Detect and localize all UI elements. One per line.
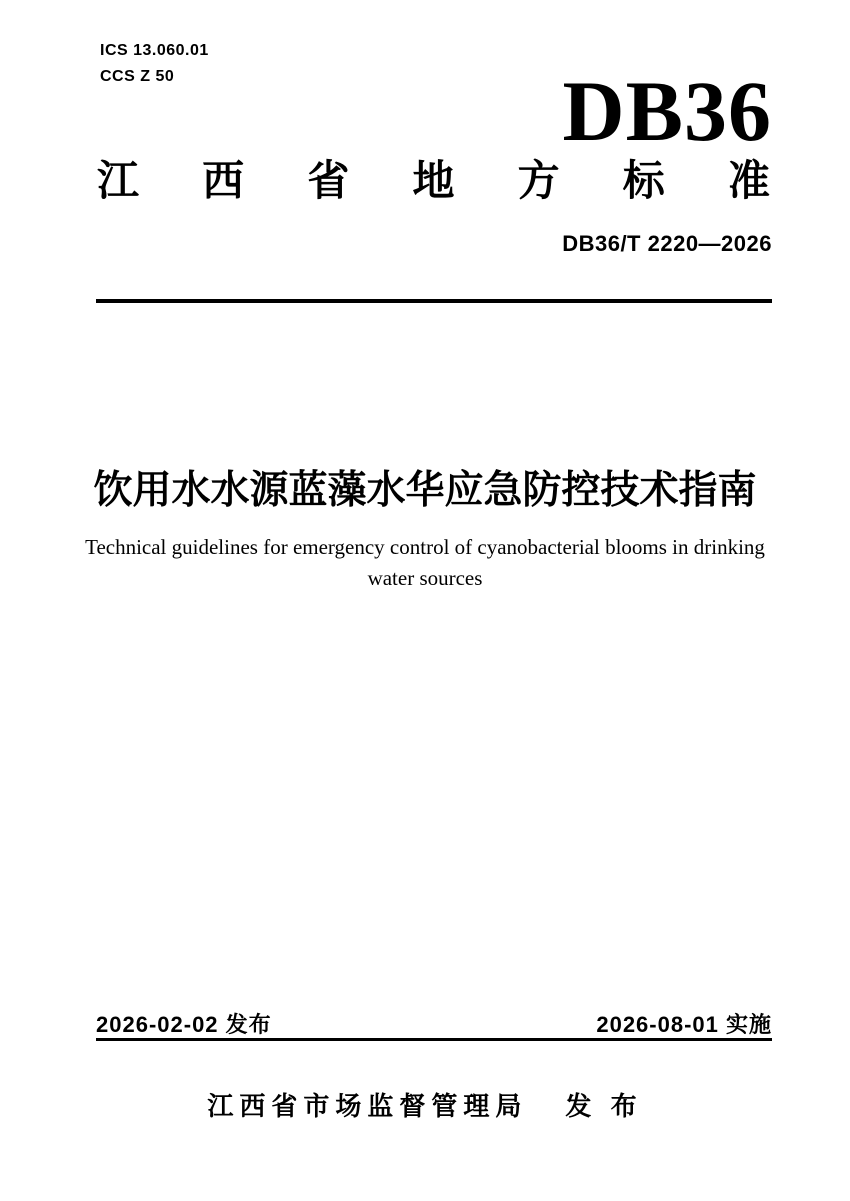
- dates-row: [96, 1008, 772, 1039]
- implement-date: 2026-08-01 实施: [596, 1012, 772, 1037]
- document-title-en: [85, 532, 765, 594]
- header-rule: [96, 299, 772, 303]
- publisher-row: [0, 1086, 850, 1123]
- footer-rule: [96, 1038, 772, 1041]
- ccs-code: CCS Z 50: [100, 68, 175, 85]
- ics-code: ICS 13.060.01: [100, 42, 209, 59]
- document-title-en-line2: water sources: [367, 566, 483, 590]
- db-logo: DB36: [562, 63, 772, 159]
- standard-number: DB36/T 2220—2026: [562, 231, 772, 256]
- issue-date: 2026-02-02 发布: [96, 1012, 272, 1037]
- standard-type-title: 江 西 省 地 方 标 准: [97, 157, 770, 204]
- classification-codes: [100, 38, 209, 90]
- document-title-en-line1: Technical guidelines for emergency control of cyanobacterial blooms in drinking: [85, 535, 765, 559]
- document-title-zh: 饮用水水源蓝藻水华应急防控技术指南: [93, 469, 757, 512]
- publish-label: 发 布: [565, 1091, 643, 1121]
- issuer-name: 江西省市场监督管理局: [207, 1091, 528, 1121]
